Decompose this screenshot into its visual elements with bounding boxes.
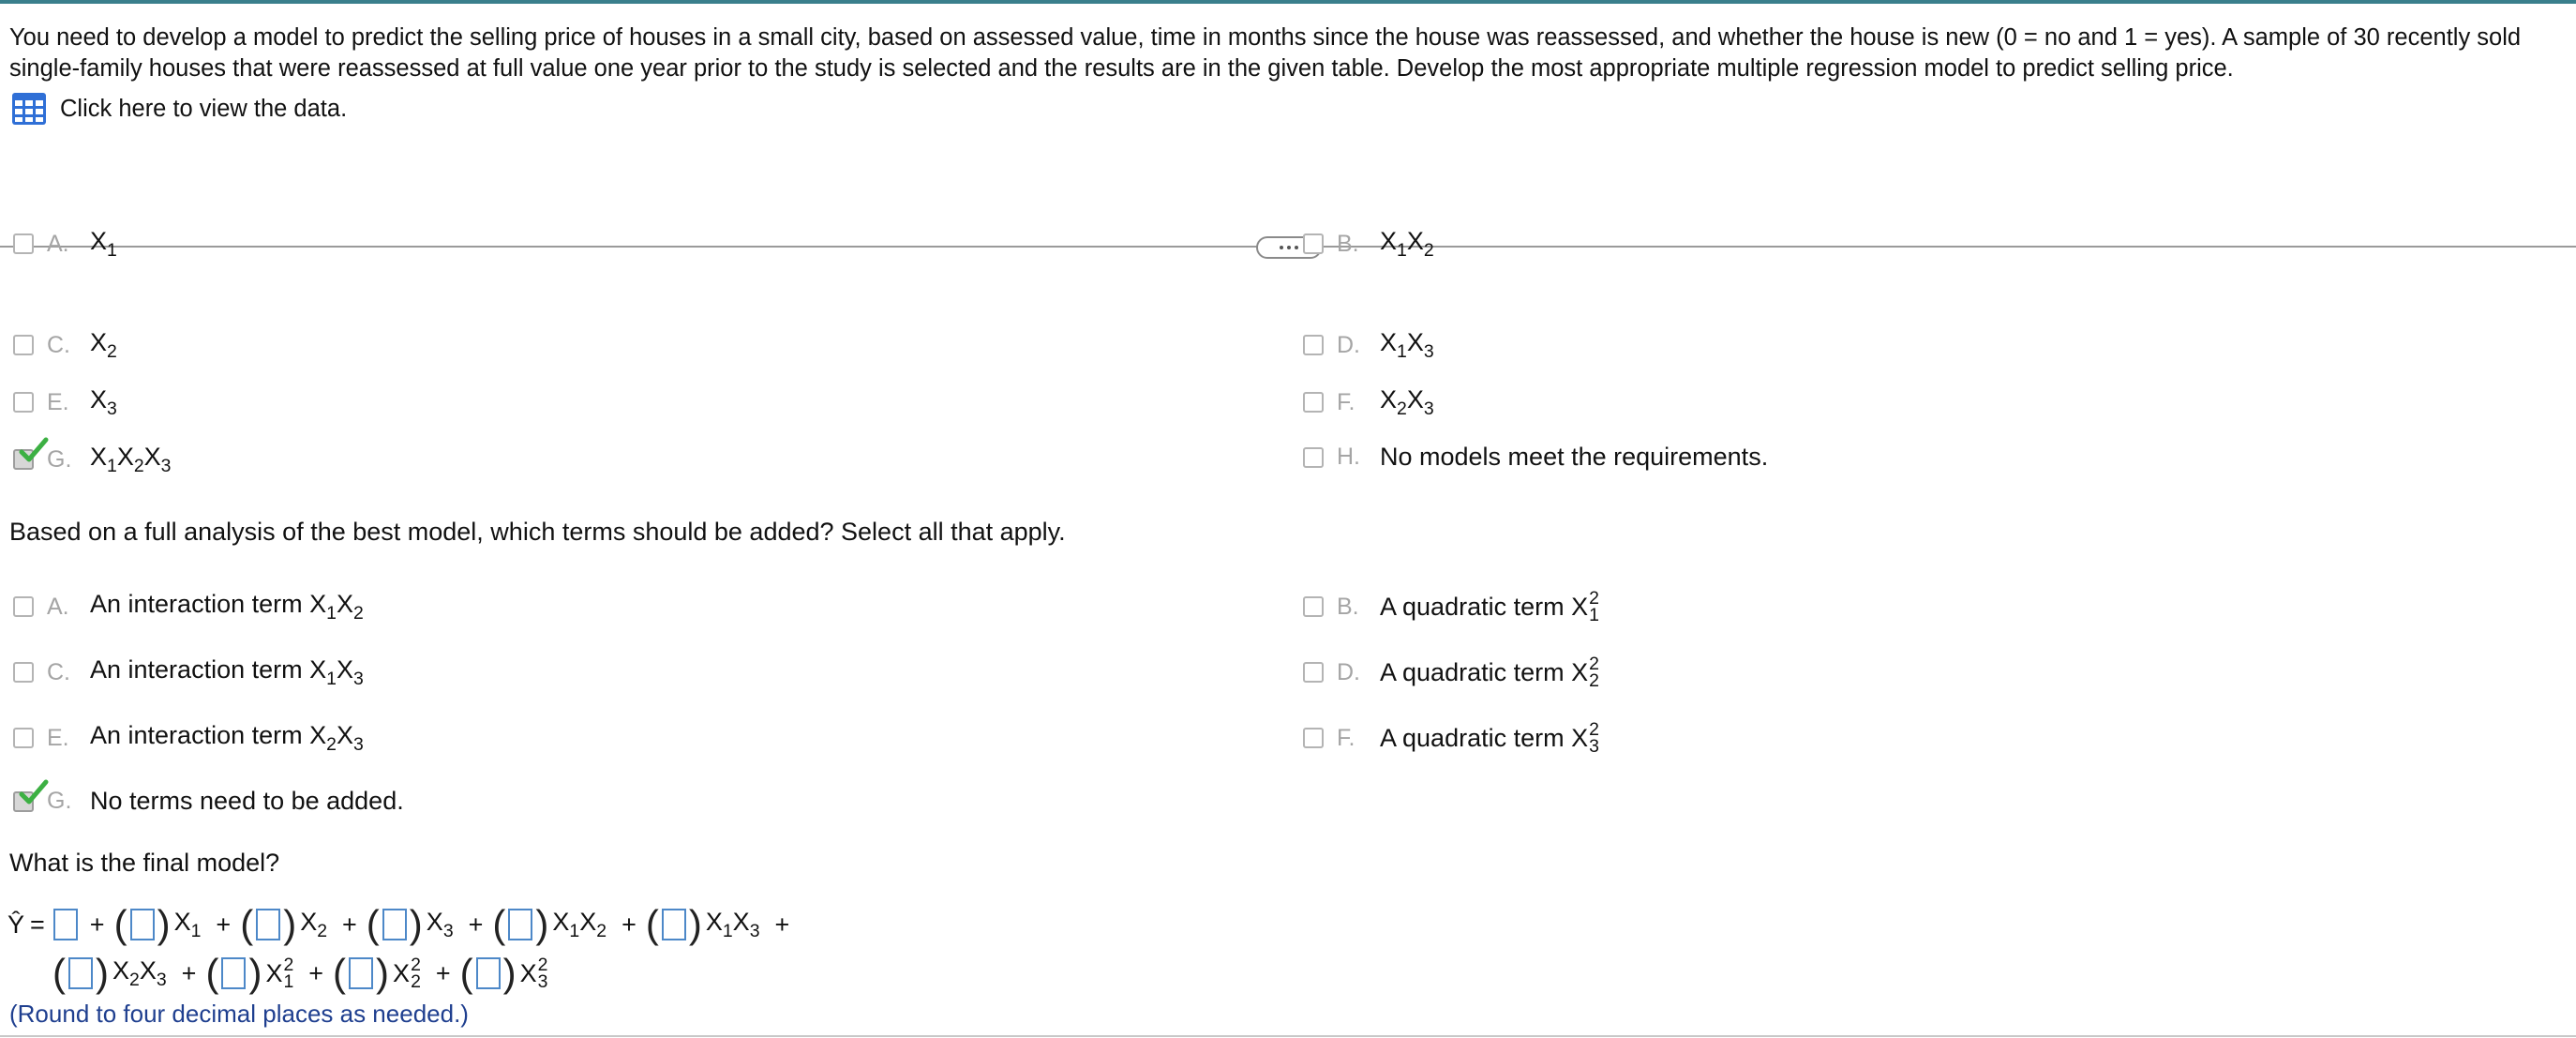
- final-model-title: What is the final model?: [9, 849, 280, 877]
- plus-sign: +: [468, 910, 484, 939]
- intercept-input[interactable]: [53, 909, 78, 940]
- term-x1x3: $X_1X_3$: [705, 907, 760, 941]
- coef-x3-input[interactable]: [382, 909, 407, 940]
- plus-sign: +: [774, 910, 790, 939]
- close-paren: ): [376, 951, 390, 995]
- checkbox[interactable]: [13, 335, 34, 355]
- open-paren: (: [366, 902, 380, 946]
- term-x1: $X_1$: [173, 907, 202, 941]
- open-paren: (: [645, 902, 659, 946]
- checkbox[interactable]: [1303, 447, 1324, 468]
- close-paren: ): [248, 951, 262, 995]
- plus-sign: +: [181, 958, 197, 987]
- option-text: An interaction term $X_1X_3$: [90, 655, 364, 689]
- term-option-g[interactable]: [13, 787, 404, 816]
- option-letter: B.: [1337, 593, 1359, 620]
- option-letter: E.: [47, 724, 69, 751]
- term-x3: $X_3$: [426, 907, 454, 941]
- plus-sign: +: [622, 910, 637, 939]
- y-hat: Ŷ: [7, 910, 25, 939]
- open-paren: (: [205, 951, 219, 995]
- open-paren: (: [240, 902, 254, 946]
- term-x3-squared: X 2 3: [519, 954, 548, 992]
- option-text: An interaction term $X_1X_2$: [90, 590, 364, 624]
- option-term: $X_2$: [90, 328, 117, 362]
- option-text: A quadratic term X 2 3: [1380, 719, 1599, 758]
- checkmark-icon: [19, 436, 49, 464]
- option-term: $X_1X_3$: [1380, 328, 1434, 362]
- option-letter: H.: [1337, 444, 1360, 470]
- checkbox[interactable]: [13, 596, 34, 617]
- option-term: $X_1X_2$: [1380, 227, 1434, 261]
- term-x2: $X_2$: [300, 907, 328, 941]
- scrolled-options-row: [0, 227, 2576, 306]
- coef-x1sq-input[interactable]: [221, 957, 246, 989]
- model-option-c[interactable]: [13, 328, 117, 363]
- plus-sign: +: [435, 958, 451, 987]
- coef-x3sq-input[interactable]: [476, 957, 501, 989]
- equation-line-2: [52, 951, 553, 995]
- option-letter: A.: [47, 230, 69, 257]
- option-letter: D.: [1337, 658, 1360, 685]
- term-option-d[interactable]: [1303, 655, 1599, 690]
- option-letter: G.: [47, 788, 72, 814]
- plus-sign: +: [89, 910, 105, 939]
- option-term: $X_1X_2X_3$: [90, 443, 172, 476]
- checkbox[interactable]: [1303, 392, 1324, 413]
- term-x1-squared: X 2 1: [265, 954, 294, 992]
- checkbox[interactable]: [1303, 728, 1324, 748]
- option-letter: F.: [1337, 724, 1355, 751]
- option-letter: B.: [1337, 230, 1359, 257]
- term-x2x3: $X_2X_3$: [112, 955, 167, 990]
- checkbox[interactable]: [13, 662, 34, 683]
- plus-sign: +: [342, 910, 357, 939]
- option-text: No terms need to be added.: [90, 787, 404, 815]
- open-paren: (: [492, 902, 506, 946]
- term-x2-squared: X 2 2: [393, 954, 421, 992]
- option-text: A quadratic term X 2 2: [1380, 654, 1599, 692]
- checkbox[interactable]: [1303, 662, 1324, 683]
- option-text: A quadratic term X 2 1: [1380, 588, 1599, 626]
- view-data-label[interactable]: Click here to view the data.: [60, 95, 348, 122]
- close-paren: ): [409, 902, 423, 946]
- option-text: An interaction term $X_2X_3$: [90, 721, 364, 755]
- close-paren: ): [96, 951, 109, 995]
- checkbox[interactable]: [1303, 335, 1324, 355]
- option-term: $X_3$: [90, 385, 117, 419]
- checkmark-icon: [19, 778, 49, 806]
- open-paren: (: [52, 951, 66, 995]
- question-text: You need to develop a model to predict the selling price of houses in a small city, based on assessed value, time in months since the house was reassessed, and whether the house is new (0 = no and 1 = yes). A sample of 30 recently sold single-family houses that were reassessed at full value one year prior to the study is selected and the results are in the given table. Develop the most appropriate multiple regression model to predict selling price.: [9, 24, 2522, 82]
- close-paren: ): [157, 902, 171, 946]
- open-paren: (: [459, 951, 473, 995]
- coef-x1x3-input[interactable]: [662, 909, 686, 940]
- rounding-note: (Round to four decimal places as needed.): [9, 1000, 469, 1028]
- model-option-f[interactable]: [1303, 385, 1434, 420]
- term-option-a[interactable]: [13, 590, 364, 624]
- table-icon: [11, 92, 47, 126]
- checkbox-checked[interactable]: [13, 791, 34, 812]
- option-letter: G.: [47, 445, 72, 473]
- coef-x2sq-input[interactable]: [349, 957, 373, 989]
- term-option-b[interactable]: [1303, 590, 1599, 624]
- close-paren: ): [535, 902, 549, 946]
- coef-x2-input[interactable]: [256, 909, 280, 940]
- terms-question-title: Based on a full analysis of the best model, which terms should be added? Select all that apply.: [9, 518, 1066, 546]
- model-option-b[interactable]: [1303, 227, 1434, 262]
- close-paren: ): [502, 951, 517, 995]
- model-option-h[interactable]: [1303, 443, 1768, 472]
- model-option-g[interactable]: [13, 443, 171, 477]
- open-paren: (: [333, 951, 347, 995]
- coef-x2x3-input[interactable]: [68, 957, 93, 989]
- option-letter: D.: [1337, 331, 1360, 358]
- option-letter: A.: [47, 593, 69, 620]
- model-option-a[interactable]: [13, 227, 117, 262]
- model-option-e[interactable]: [13, 385, 117, 420]
- checkbox[interactable]: [1303, 233, 1324, 254]
- option-letter: C.: [47, 331, 70, 358]
- option-term: $X_2X_3$: [1380, 385, 1434, 419]
- plus-sign: +: [216, 910, 232, 939]
- checkbox[interactable]: [1303, 596, 1324, 617]
- top-accent-bar: [0, 0, 2576, 4]
- open-paren: (: [113, 902, 127, 946]
- option-text: No models meet the requirements.: [1380, 443, 1769, 471]
- coef-x1-input[interactable]: [130, 909, 155, 940]
- bottom-divider: [0, 1035, 2576, 1037]
- checkbox[interactable]: [13, 728, 34, 748]
- checkbox[interactable]: [13, 392, 34, 413]
- close-paren: ): [283, 902, 297, 946]
- close-paren: ): [688, 902, 702, 946]
- option-letter: E.: [47, 388, 69, 415]
- option-term: $X_1$: [90, 227, 117, 261]
- term-option-f[interactable]: [1303, 721, 1599, 756]
- term-option-e[interactable]: [13, 721, 364, 756]
- plus-sign: +: [308, 958, 324, 987]
- option-letter: F.: [1337, 388, 1355, 415]
- model-option-d[interactable]: [1303, 328, 1434, 363]
- option-letter: C.: [47, 658, 70, 685]
- term-option-c[interactable]: [13, 655, 364, 690]
- checkbox-checked[interactable]: [13, 449, 34, 470]
- view-data-link[interactable]: [11, 90, 347, 128]
- equals-sign: =: [30, 910, 45, 939]
- equation-line-1: [7, 902, 799, 946]
- coef-x1x2-input[interactable]: [508, 909, 532, 940]
- term-x1x2: $X_1X_2$: [552, 907, 607, 941]
- checkbox[interactable]: [13, 233, 34, 254]
